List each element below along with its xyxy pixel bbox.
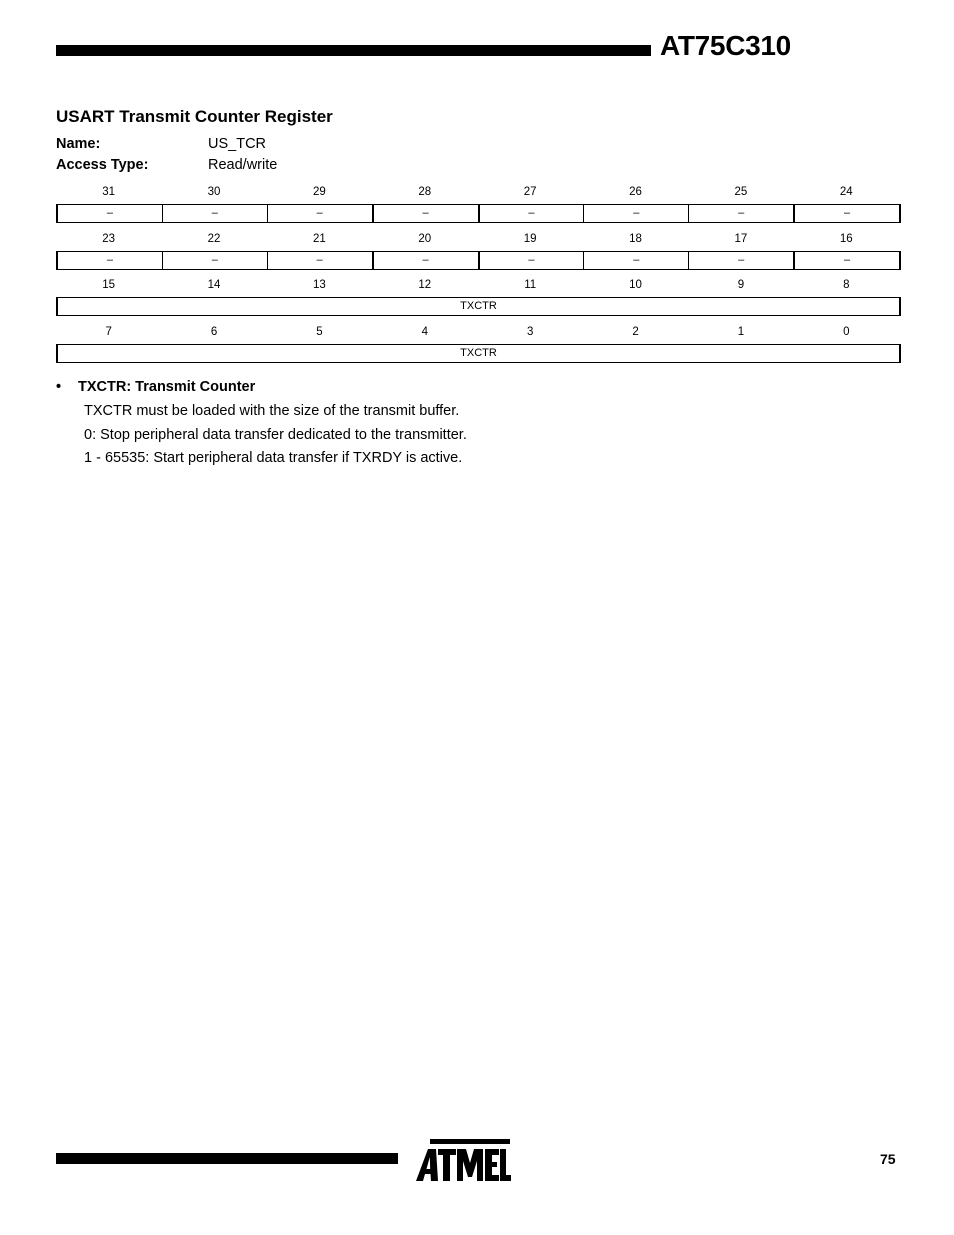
- bit-number: 5: [316, 326, 323, 338]
- reserved-bit-cell: –: [793, 205, 899, 222]
- field-heading: [56, 379, 255, 395]
- section-title: USART Transmit Counter Register: [56, 107, 333, 126]
- bit-number: 8: [843, 279, 850, 291]
- reserved-bit-cell: –: [688, 205, 793, 222]
- bit-number: 26: [629, 186, 642, 198]
- field-description-line: 1 - 65535: Start peripheral data transfer if TXRDY is active.: [84, 450, 463, 466]
- bit-number: 29: [313, 186, 326, 198]
- bullet-glyph: •: [56, 379, 62, 395]
- reserved-bit-cell: –: [267, 205, 372, 222]
- access-type-value: Read/write: [208, 157, 278, 173]
- reserved-bit-cell: –: [267, 252, 372, 269]
- reserved-bit-cell: –: [478, 205, 584, 222]
- bit-number: 15: [102, 279, 116, 291]
- footer-rule: [56, 1153, 398, 1164]
- bit-number: 13: [313, 279, 326, 291]
- bit-number: 2: [632, 326, 639, 338]
- bit-number: 27: [523, 186, 537, 198]
- field-description-line: TXCTR must be loaded with the size of the transmit buffer.: [84, 403, 460, 419]
- page-number: 75: [880, 1151, 896, 1167]
- bit-number-row: [56, 326, 899, 340]
- reserved-bit-cell: –: [106, 207, 113, 219]
- bit-number: 17: [734, 233, 748, 245]
- atmel-logo: [414, 1137, 512, 1183]
- reserved-bit-cell: –: [372, 252, 478, 269]
- reserved-bit-cell: –: [372, 205, 478, 222]
- bit-field-span: [56, 344, 901, 363]
- bit-cells: [56, 204, 901, 223]
- bit-number: 22: [207, 233, 221, 245]
- bit-number: 20: [418, 233, 432, 245]
- txctr-field-label: TXCTR: [460, 347, 497, 359]
- bit-number: 18: [629, 233, 642, 245]
- bit-number: 11: [524, 279, 537, 291]
- reserved-bit-cell: –: [688, 252, 793, 269]
- bit-number: 23: [102, 233, 116, 245]
- field-title: TXCTR: Transmit Counter: [78, 379, 256, 395]
- bit-number: 10: [629, 279, 642, 291]
- bit-number: 25: [734, 186, 748, 198]
- access-type-label: Access Type:: [56, 157, 149, 173]
- reserved-bit-cell: –: [162, 205, 267, 222]
- bit-number: 3: [526, 326, 534, 338]
- bit-number: 7: [105, 326, 112, 338]
- bit-number: 14: [207, 279, 221, 291]
- txctr-field-label: TXCTR: [460, 300, 497, 312]
- bit-number: 6: [210, 326, 218, 338]
- field-description-line: 0: Stop peripheral data transfer dedicated to the transmitter.: [84, 427, 467, 443]
- reserved-bit-cell: –: [162, 252, 267, 269]
- reserved-bit-cell: –: [478, 252, 584, 269]
- reserved-bit-cell: –: [583, 252, 688, 269]
- bit-number: 4: [421, 326, 429, 338]
- reserved-bit-cell: –: [793, 252, 899, 269]
- document-title: AT75C310: [660, 30, 791, 61]
- bit-number-row: [56, 186, 899, 200]
- reserved-bit-cell: –: [583, 205, 688, 222]
- header-rule: [56, 45, 651, 56]
- bit-number: 24: [839, 186, 853, 198]
- bit-number: 0: [843, 326, 850, 338]
- bit-number: 9: [737, 279, 745, 291]
- bit-number: 19: [523, 233, 537, 245]
- bit-number: 28: [418, 186, 432, 198]
- bit-number-row: [56, 233, 899, 247]
- name-value: US_TCR: [208, 136, 267, 152]
- bit-number: 21: [313, 233, 326, 245]
- bit-number: 12: [418, 279, 432, 291]
- reserved-bit-cell: –: [106, 254, 113, 266]
- bit-number: 16: [839, 233, 853, 245]
- bit-number: 1: [737, 326, 745, 338]
- bit-number-row: [56, 279, 899, 293]
- bit-cells: [56, 251, 901, 270]
- bit-number: 30: [207, 186, 221, 198]
- bit-number: 31: [102, 186, 116, 198]
- name-label: Name:: [56, 136, 101, 152]
- bit-field-span: [56, 297, 901, 316]
